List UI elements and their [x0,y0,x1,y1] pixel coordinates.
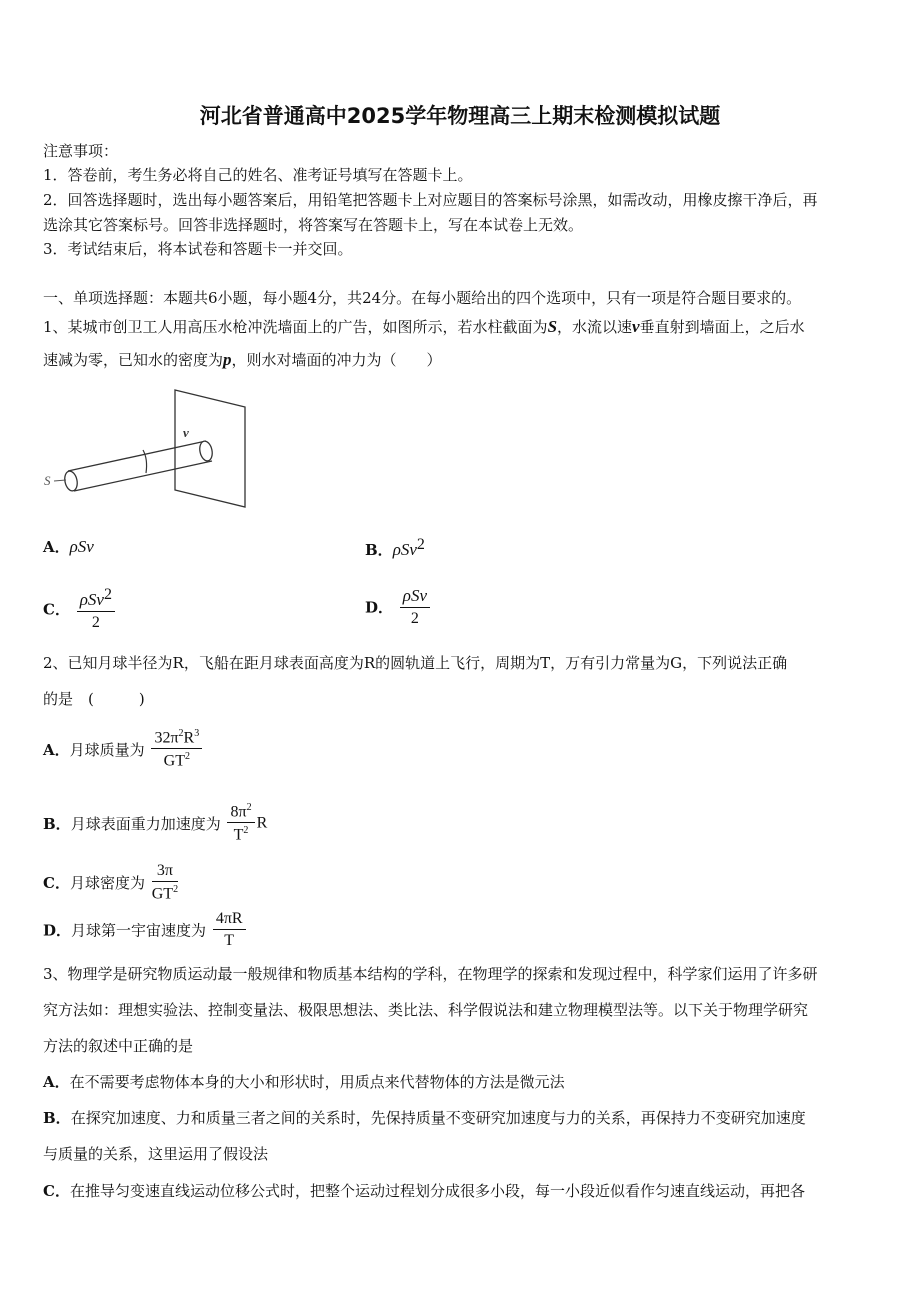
notice-item: 2．回答选择题时，选出每小题答案后，用铅笔把答题卡上对应题目的答案标号涂黑，如需改动，用橡皮擦干净后，再 [43,191,818,209]
question-1-line-1: 1、某城市创卫工人用高压水枪冲洗墙面上的广告，如图所示，若水柱截面为S，水流以速v垂直射到墙面上，之后水 [43,317,805,336]
q2-option-a[interactable]: A．月球质量为 $\frac{32\pi^2R^3}{GT^2}$ [43,728,204,771]
fraction: $\frac{\text{ρSv}}{2}$ [400,586,430,628]
notice-item: 1．答卷前，考生务必将自己的姓名、准考证号填写在答题卡上。 [43,166,473,184]
question-2-line-2: 的是 ( ) [43,690,145,708]
q2-option-d[interactable]: D．月球第一宇宙速度为 $\frac{4\pi R}{T}$ [43,910,248,950]
fraction: $\frac{\rho Sv^2}{2}$ [77,586,115,632]
q1-option-d[interactable]: D． $\frac{\text{ρSv}}{2}$ [365,586,432,628]
question-2-line-1: 2、已知月球半径为R，飞船在距月球表面高度为R的圆轨道上飞行，周期为T，万有引力常量为G，下列说法正确 [43,654,788,672]
q1-option-b[interactable]: B．ρSv$^2$ [365,536,425,559]
fraction: $\frac{4\pi R}{T}$ [213,910,246,950]
notice-item: 3．考试结束后，将本试卷和答题卡一并交回。 [43,240,353,258]
notice-heading: 注意事项： [43,142,119,160]
q2-option-c[interactable]: C．月球密度为 $\frac{3\pi}{GT^2}$ [43,862,179,903]
water-jet-figure [40,385,260,510]
q3-option-a[interactable]: A．在不需要考虑物体本身的大小和形状时，用质点来代替物体的方法是微元法 [43,1073,565,1091]
question-1-line-2: 速减为零，已知水的密度为p，则水对墙面的冲力为（ ） [43,350,442,369]
question-3-line-2: 究方法如：理想实验法、控制变量法、极限思想法、类比法、科学假说法和建立物理模型法等。以下关于物理学研究 [43,1001,809,1019]
q3-option-c[interactable]: C．在推导匀变速直线运动位移公式时，把整个运动过程划分成很多小段，每一小段近似看作匀速直线运动，再把各 [43,1182,805,1200]
q1-option-c[interactable]: C． $\frac{\rho Sv^2}{2}$ [43,586,117,632]
q2-option-b[interactable]: B．月球表面重力加速度为 $\frac{8\pi^2}{T^2}$ R [43,802,268,844]
fraction: $\frac{8\pi^2}{T^2}$ [227,802,254,845]
q3-option-b[interactable]: B．在探究加速度、力和质量三者之间的关系时，先保持质量不变研究加速度与力的关系，再保持力不变研究加速度 [43,1109,806,1127]
question-3-line-3: 方法的叙述中正确的是 [43,1037,194,1055]
section-heading: 一、单项选择题：本题共6小题，每小题4分，共24分。在每小题给出的四个选项中，只有一项是符合题目要求的。 [43,289,802,307]
q1-option-a[interactable]: A．ρSv [43,537,94,556]
fraction: $\frac{3\pi}{GT^2}$ [151,862,179,903]
q3-option-b-cont: 与质量的关系，这里运用了假设法 [43,1145,269,1163]
question-3-line-1: 3、物理学是研究物质运动最一般规律和物质基本结构的学科，在物理学的探索和发现过程中，科学家们运用了许多研 [43,965,818,983]
fraction: $\frac{32\pi^2R^3}{GT^2}$ [151,728,202,771]
page-title: 河北省普通高中2025学年物理高三上期末检测模拟试题 [199,104,721,128]
figure-label-v: v [183,425,189,440]
notice-item: 选涂其它答案标号。回答非选择题时，将答案写在答题卡上，写在本试卷上无效。 [43,216,584,234]
figure-label-s: S [44,473,51,488]
